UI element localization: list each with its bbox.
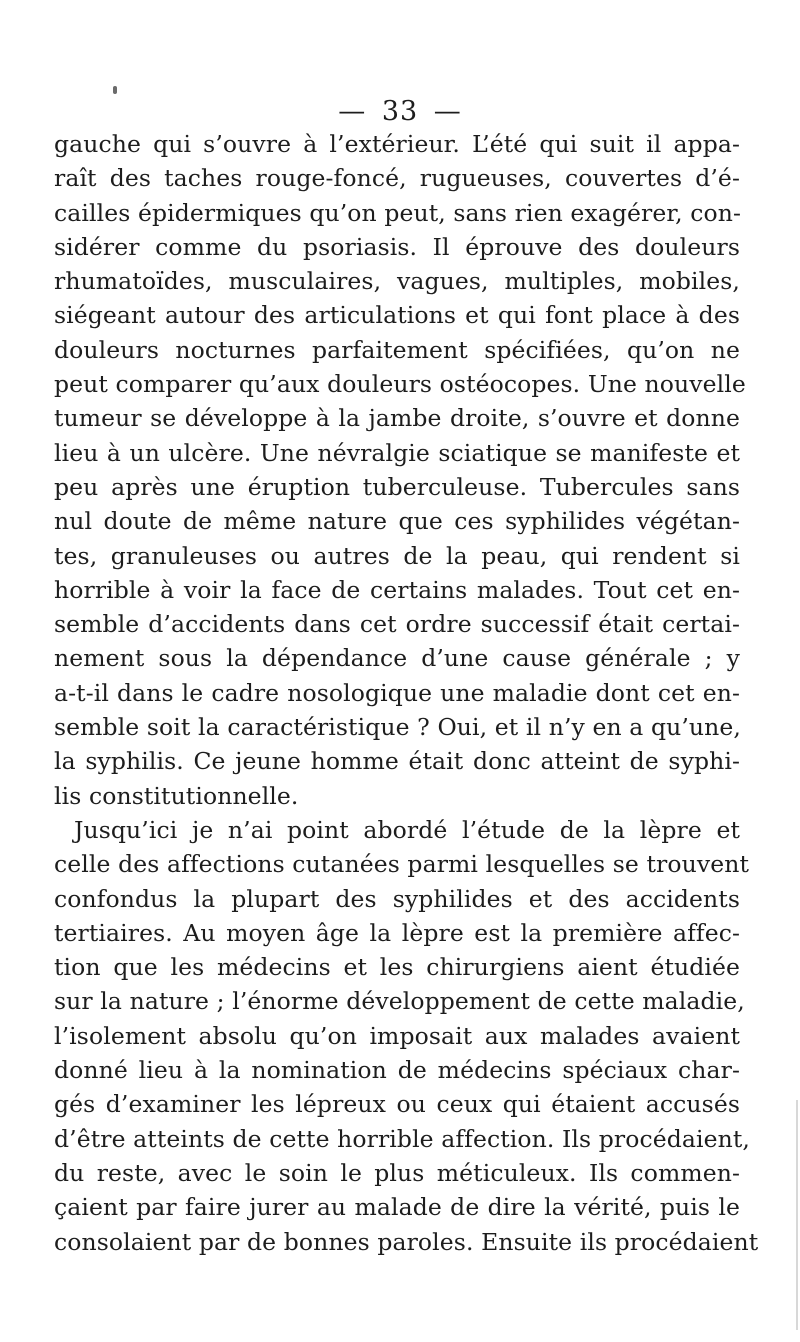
paragraph-end-line: lis constitutionnelle. [54, 781, 299, 810]
text-line: tes, granuleuses ou autres de la peau, qui rendent si [54, 541, 740, 570]
text-line: çaient par faire jurer au malade de dire la vérité, puis le [54, 1193, 740, 1222]
paragraph-start-line: Jusqu’ici je n’ai point abordé l’étude de la lèpre et [74, 815, 740, 844]
text-line: rhumatoïdes, musculaires, vagues, multiples, mobiles, [54, 267, 740, 296]
text-line: lieu à un ulcère. Une névralgie sciatique se manifeste et [54, 438, 740, 467]
page-number: 33 [381, 96, 419, 127]
text-line: siégeant autour des articulations et qui font place à des [54, 301, 740, 330]
text-line: tumeur se développe à la jambe droite, s’ouvre et donne [54, 404, 740, 433]
text-line: peut comparer qu’aux douleurs ostéocopes. Une nouvelle [54, 370, 746, 399]
text-line: l’isolement absolu qu’on imposait aux malades avaient [54, 1021, 740, 1050]
text-line: cailles épidermiques qu’on peut, sans rien exagérer, con- [54, 198, 742, 227]
text-line: confondus la plupart des syphilides et des accidents [54, 884, 740, 913]
text-line: gauche qui s’ouvre à l’extérieur. L’été qui suit il appa- [54, 130, 740, 158]
text-line: nul doute de même nature que ces syphilides végétan- [54, 507, 740, 536]
text-line: consolaient par de bonnes paroles. Ensuite ils procédaient [54, 1227, 759, 1256]
text-line: celle des affections cutanées parmi lesquelles se trouvent [54, 850, 749, 879]
header-dash-left: — [338, 96, 367, 127]
text-line: d’être atteints de cette horrible affection. Ils procédaient, [54, 1124, 750, 1153]
text-line: nement sous la dépendance d’une cause générale ; y [54, 644, 740, 673]
text-line: la syphilis. Ce jeune homme était donc atteint de syphi- [54, 747, 740, 776]
ink-speck [113, 86, 117, 94]
page-number-header [0, 94, 800, 130]
text-line: horrible à voir la face de certains malades. Tout cet en- [54, 575, 740, 604]
text-line: du reste, avec le soin le plus méticuleux. Ils commen- [54, 1158, 740, 1187]
text-line: sidérer comme du psoriasis. Il éprouve des douleurs [54, 232, 740, 261]
body-text [54, 127, 759, 1259]
text-line: gés d’examiner les lépreux ou ceux qui étaient accusés [54, 1090, 740, 1119]
text-line: sur la nature ; l’énorme développement de cette maladie, [54, 987, 745, 1016]
text-line: semble d’accidents dans cet ordre successif était certai- [54, 610, 740, 639]
text-line: douleurs nocturnes parfaitement spécifiées, qu’on ne [54, 335, 740, 364]
header-dash-right: — [433, 96, 462, 127]
text-line: semble soit la caractéristique ? Oui, et il n’y en a qu’une, [54, 713, 741, 742]
text-line: peu après une éruption tuberculeuse. Tubercules sans [54, 472, 740, 501]
text-line: raît des taches rouge-foncé, rugueuses, couvertes d’é- [54, 164, 740, 193]
text-line: tion que les médecins et les chirurgiens aient étudiée [54, 953, 740, 982]
page-edge-shadow [796, 1100, 798, 1330]
text-line: a-t-il dans le cadre nosologique une maladie dont cet en- [54, 678, 740, 707]
text-line: donné lieu à la nomination de médecins spéciaux char- [54, 1056, 740, 1085]
text-line: tertiaires. Au moyen âge la lèpre est la première affec- [54, 918, 740, 947]
